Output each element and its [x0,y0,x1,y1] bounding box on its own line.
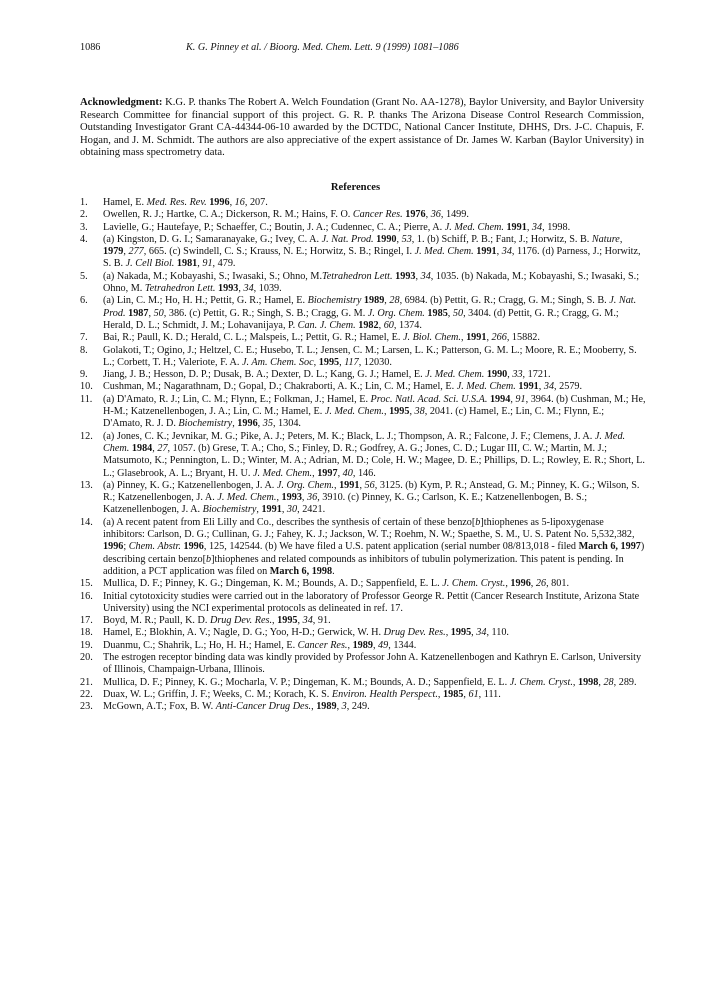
reference-item [80,615,646,627]
reference-item [80,652,646,677]
reference-item [80,677,646,689]
reference-number: 9. [80,369,88,381]
reference-item [80,480,646,517]
reference-number: 23. [80,701,93,713]
reference-text: (a) D'Amato, R. J.; Lin, C. M.; Flynn, E.; Folkman, J.; Hamel, E. Proc. Natl. Acad. Sci. U.S.A. 1994, 91, 3964. (b) Cushman, M.; He, H-M.; Katzenellenbogen, J. A.; Lin, C. M.; Hamel, E. J. Med. Chem., 1995, 38, 2041. (c) Hamel, E.; Lin, C. M.; Flynn, E.; D'Amato, R. J. D. Biochemistry, 1996, 35, 1304. [103,393,646,430]
reference-item [80,271,646,296]
reference-number: 17. [80,615,93,627]
reference-number: 7. [80,332,88,344]
running-title: K. G. Pinney et al. / Bioorg. Med. Chem. Lett. 9 (1999) 1081–1086 [186,42,459,53]
reference-text: (a) A recent patent from Eli Lilly and Co., describes the synthesis of certain of these benzo[b]thiophenes as 5-lipoxygenase inhibitors: Carlson, D. G.; Cullinan, G. J.; Fahey, K. J.; Jackson, W. T.; Roehm, N. W.; Spaethe, S. M., U. S. Patent No. 5,532,382, 1996; Chem. Abstr. 1996, 125, 142544. (b) We have filed a U.S. patent application (serial number 08/813,018 - filed March 6, 1997) describing certain benzo[b]thiophenes and related compounds as inhibitors of tubulin polymerization. This patent is pending. In addition, a PCT application was filed on March 6, 1998. [103,516,645,577]
acknowledgment-text: K.G. P. thanks The Robert A. Welch Foundation (Grant No. AA-1278), Baylor University, and Baylor University Research Committee for financial support of this project. G. R. P. thanks The Arizona Disease Control Research Commission, Outstanding Investigator Grant CA-44344-06-10 awarded by the DCTDC, National Cancer Institute, DHHS, Drs. J-C. Chapuis, F. Hogan, and J. M. Schmidt. The authors are also appreciative of the expert assistance of Dr. James W. Karban (Baylor University) in obtaining mass spectrometry data. [80,97,644,159]
reference-number: 22. [80,688,93,700]
reference-text: Duax, W. L.; Griffin, J. F.; Weeks, C. M.; Korach, K. S. Environ. Health Perspect., 1985, 61, 111. [103,688,501,700]
reference-item [80,627,646,639]
reference-item [80,517,646,578]
reference-list [80,197,646,713]
reference-text: (a) Nakada, M.; Kobayashi, S.; Iwasaki, S.; Ohno, M.Tetrahedron Lett. 1993, 34, 1035. (b) Nakada, M.; Kobayashi, S.; Iwasaki, S.; Ohno, M. Tetrahedron Lett. 1993, 34, 1039. [103,270,640,295]
reference-item [80,332,646,344]
reference-text: Mullica, D. F.; Pinney, K. G.; Mocharla, V. P.; Dingeman, K. M.; Bounds, A. D.; Sappenfield, E. L. J. Chem. Cryst., 1998, 28, 289. [103,676,637,688]
acknowledgment-paragraph [80,97,644,160]
reference-number: 11. [80,393,93,405]
reference-item [80,381,646,393]
reference-text: Duanmu, C.; Shahrik, L.; Ho, H. H.; Hamel, E. Cancer Res., 1989, 49, 1344. [103,639,417,651]
reference-number: 4. [80,233,88,245]
reference-number: 15. [80,578,93,590]
reference-text: Boyd, M. R.; Paull, K. D. Drug Dev. Res., 1995, 34, 91. [103,615,331,627]
reference-item [80,394,646,431]
reference-item [80,578,646,590]
reference-text: Owellen, R. J.; Hartke, C. A.; Dickerson, R. M.; Hains, F. O. Cancer Res. 1976, 36, 1499. [103,209,469,221]
reference-text: (a) Pinney, K. G.; Katzenellenbogen, J. A. J. Org. Chem., 1991, 56, 3125. (b) Kym, P. R.; Anstead, G. M.; Pinney, K. G.; Wilson, S. R.; Katzenellenbogen, J. A. J. Med. Chem., 1993, 36, 3910. (c) Pinney, K. G.; Carlson, K. E.; Katzenellenbogen, B. S.; Katzenellenbogen, J. A. Biochemistry, 1991, 30, 2421. [103,479,640,516]
reference-number: 5. [80,270,88,282]
reference-text: (a) Lin, C. M.; Ho, H. H.; Pettit, G. R.; Hamel, E. Biochemistry 1989, 28, 6984. (b) Pettit, G. R.; Cragg, G. M.; Singh, S. B. J. Nat. Prod. 1987, 50, 386. (c) Pettit, G. R.; Singh, S. B.; Cragg, G. M. J. Org. Chem. 1985, 50, 3404. (d) Pettit, G. R.; Cragg, G. M.; Herald, D. L.; Schmidt, J. M.; Lohavanijaya, P. Can. J. Chem. 1982, 60, 1374. [103,295,637,331]
reference-number: 3. [80,221,88,233]
reference-number: 12. [80,430,93,442]
reference-number: 21. [80,676,93,688]
reference-text: Hamel, E. Med. Res. Rev. 1996, 16, 207. [103,197,268,208]
reference-text: The estrogen receptor binding data was kindly provided by Professor John A. Katzenellenbogen and Kathryn E. Carlson, University of Illinois, Champaign-Urbana, Illinois. [103,651,642,676]
reference-number: 20. [80,651,93,663]
reference-text: Bai, R.; Paull, K. D.; Herald, C. L.; Malspeis, L.; Pettit, G. R.; Hamel, E. J. Biol. Chem., 1991, 266, 15882. [103,332,540,344]
reference-text: Hamel, E.; Blokhin, A. V.; Nagle, D. G.; Yoo, H-D.; Gerwick, W. H. Drug Dev. Res., 1995, 34, 110. [103,627,509,639]
reference-number: 18. [80,627,93,639]
reference-number: 14. [80,516,93,528]
reference-item [80,591,646,616]
reference-number: 1. [80,197,88,208]
reference-item [80,234,646,271]
reference-item [80,209,646,221]
reference-text: Cushman, M.; Nagarathnam, D.; Gopal, D.; Chakraborti, A. K.; Lin, C. M.; Hamel, E. J. Med. Chem. 1991, 34, 2579. [103,381,583,393]
reference-number: 2. [80,209,88,221]
reference-item [80,369,646,381]
references-heading: References [330,182,381,193]
reference-number: 13. [80,479,93,491]
reference-text: McGown, A.T.; Fox, B. W. Anti-Cancer Drug Des., 1989, 3, 249. [103,701,370,713]
reference-item [80,295,646,332]
acknowledgment-label: Acknowledgment: [80,97,163,108]
reference-text: (a) Kingston, D. G. I.; Samaranayake, G.; Ivey, C. A. J. Nat. Prod. 1990, 53, 1. (b) Schiff, P. B.; Fant, J.; Horwitz, S. B. Nature, 1979, 277, 665. (c) Swindell, C. S.; Krauss, N. E.; Horwitz, S. B.; Ringel, I. J. Med. Chem. 1991, 34, 1176. (d) Parness, J.; Horwitz, S. B. J. Cell Biol. 1981, 91, 479. [103,233,641,270]
page-header [80,42,640,56]
reference-number: 16. [80,590,93,602]
reference-item [80,345,646,370]
reference-text: Initial cytotoxicity studies were carried out in the laboratory of Professor George R. Pettit (Cancer Research Institute, Arizona State University) using the NCI experimental protocols as delineated in ref. 17. [103,590,640,614]
page-number: 1086 [80,42,101,53]
reference-text: Lavielle, G.; Hautefaye, P.; Schaeffer, C.; Boutin, J. A.; Cudennec, C. A.; Pierre, A. J. Med. Chem. 1991, 34, 1998. [103,221,571,233]
reference-number: 6. [80,295,88,307]
reference-item [80,222,646,234]
reference-text: Jiang, J. B.; Hesson, D. P.; Dusak, B. A.; Dexter, D. L.; Kang, G. J.; Hamel, E. J. Med. Chem. 1990, 33, 1721. [103,369,551,381]
reference-item [80,640,646,652]
reference-item [80,431,646,480]
reference-text: Golakoti, T.; Ogino, J.; Heltzel, C. E.; Husebo, T. L.; Jensen, C. M.; Larsen, L. K.; Patterson, G. M. L.; Moore, R. E.; Mooberry, S. L.; Corbett, T. H.; Valeriote, F. A. J. Am. Chem. Soc, 1995, 117, 12030. [103,344,637,368]
reference-item [80,197,646,209]
reference-number: 19. [80,639,93,651]
reference-text: (a) Jones, C. K.; Jevnikar, M. G.; Pike, A. J.; Peters, M. K.; Black, L. J.; Thompson, A. R.; Falcone, J. F.; Clemens, J. A. J. Med. Chem. 1984, 27, 1057. (b) Grese, T. A.; Cho, S.; Finley, D. R.; Godfrey, A. G.; Jones, C. D.; Lugar III, C. W.; Martin, M. J.; Matsumoto, K.; Pennington, L. D.; Winter, M. A.; Adrian, M. D.; Cole, H. W.; Magee, D. E.; Phillips, D. L.; Rowley, E. R.; Short, L. L.; Glasebrook, A. L.; Bryant, H. U. J. Med. Chem., 1997, 40, 146. [103,430,645,479]
reference-item [80,701,646,713]
reference-number: 10. [80,381,93,393]
reference-item [80,689,646,701]
reference-text: Mullica, D. F.; Pinney, K. G.; Dingeman, K. M.; Bounds, A. D.; Sappenfield, E. L. J. Chem. Cryst., 1996, 26, 801. [103,578,569,590]
reference-number: 8. [80,344,88,356]
